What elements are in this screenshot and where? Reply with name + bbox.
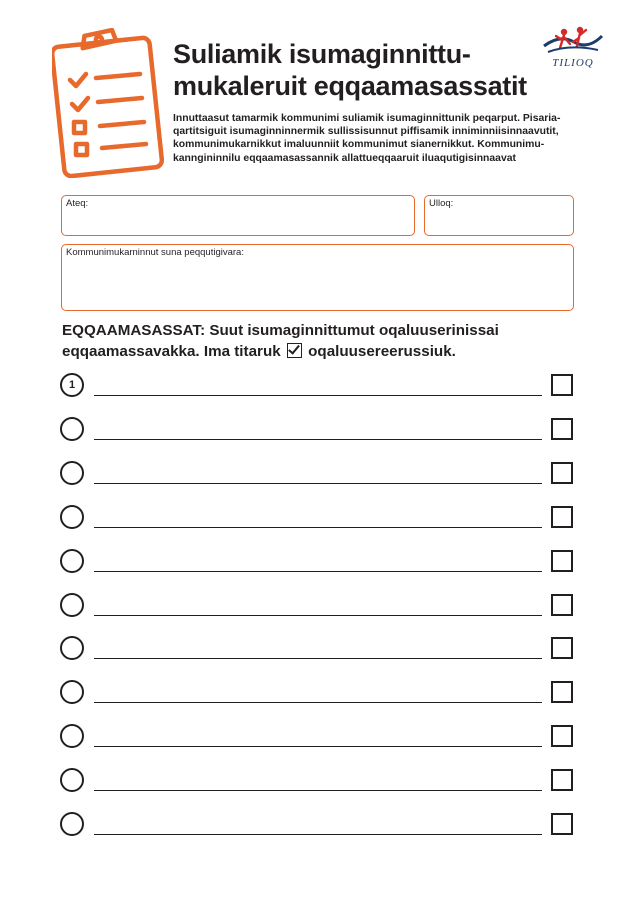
name-field-label: Ateq: [66, 198, 89, 209]
item-number-circle [60, 768, 84, 792]
checkbox[interactable] [551, 462, 573, 484]
checkbox[interactable] [551, 813, 573, 835]
checklist-row [0, 722, 634, 752]
checkbox[interactable] [551, 681, 573, 703]
checkbox[interactable] [551, 374, 573, 396]
checkbox[interactable] [551, 769, 573, 791]
checklist-row [0, 591, 634, 621]
write-in-line[interactable] [94, 834, 542, 835]
checked-box-icon [287, 343, 302, 358]
date-field-label: Ulloq: [429, 198, 454, 209]
write-in-line[interactable] [94, 658, 542, 659]
write-in-line[interactable] [94, 746, 542, 747]
title-line-1: Suliamik isumaginnittu- [173, 39, 471, 69]
checkbox[interactable] [551, 418, 573, 440]
checklist-row [0, 766, 634, 796]
checkbox[interactable] [551, 594, 573, 616]
intro-line-2: qartitsiguit isumaginninnermik sullissisunnut piffisamik inniminniisinnaavutit, [173, 126, 559, 138]
tilioq-logo [540, 24, 606, 76]
intro-line-1: Innuttaasut tamarmik kommunimi suliamik isumaginnittunik peqarput. Pisaria- [173, 113, 561, 124]
checkbox[interactable] [551, 506, 573, 528]
checkbox[interactable] [551, 550, 573, 572]
write-in-line[interactable] [94, 483, 542, 484]
intro-line-4: kanngininnilu eqqaamasassannik allattueqqaaruit iluaqutigisinnaavat [173, 152, 516, 164]
checklist-row [0, 547, 634, 577]
checklist-row [0, 678, 634, 708]
write-in-line[interactable] [94, 439, 542, 440]
checklist-heading [62, 320, 562, 362]
reason-field[interactable] [61, 244, 574, 311]
checkbox[interactable] [551, 637, 573, 659]
checklist-heading-part-b: oqaluusereerussiuk. [308, 343, 456, 360]
write-in-line[interactable] [94, 790, 542, 791]
write-in-line[interactable] [94, 395, 542, 396]
title-line-2: mukaleruit eqqaamasassatit [173, 71, 527, 101]
item-number-circle [60, 505, 84, 529]
logo-text: TILIOQ [552, 57, 594, 69]
name-field[interactable] [61, 195, 415, 236]
checklist-row [0, 371, 634, 401]
reason-field-label: Kommunimukarninnut suna peqqutigivara: [66, 247, 244, 258]
checklist-heading-line-2 [62, 341, 562, 362]
item-number-circle: 1 [60, 373, 84, 397]
item-number-circle [60, 724, 84, 748]
write-in-line[interactable] [94, 615, 542, 616]
checklist-row [0, 634, 634, 664]
checklist-heading-line-1: EQQAAMASASSAT: Suut isumaginnittumut oqaluuserinissai [62, 322, 499, 339]
date-field[interactable] [424, 195, 574, 236]
item-number-circle [60, 593, 84, 617]
item-number-circle [60, 636, 84, 660]
checklist-row [0, 810, 634, 840]
clipboard-checklist-icon [52, 28, 164, 178]
item-number-circle [60, 549, 84, 573]
item-number-circle [60, 680, 84, 704]
page-title [173, 38, 553, 102]
item-number-circle [60, 417, 84, 441]
checklist-row [0, 459, 634, 489]
logo-figures-icon [540, 24, 606, 58]
item-number-circle [60, 461, 84, 485]
item-number-circle [60, 812, 84, 836]
intro-paragraph [173, 112, 583, 165]
checklist-heading-part-a: eqqaamassavakka. Ima titaruk [62, 343, 281, 360]
write-in-line[interactable] [94, 527, 542, 528]
checklist-row [0, 503, 634, 533]
checklist-row [0, 415, 634, 445]
write-in-line[interactable] [94, 702, 542, 703]
intro-line-3: kommunimukarnikkut imaluunniit kommunimut sianernikkut. Kommunimu- [173, 139, 545, 151]
checkbox[interactable] [551, 725, 573, 747]
write-in-line[interactable] [94, 571, 542, 572]
